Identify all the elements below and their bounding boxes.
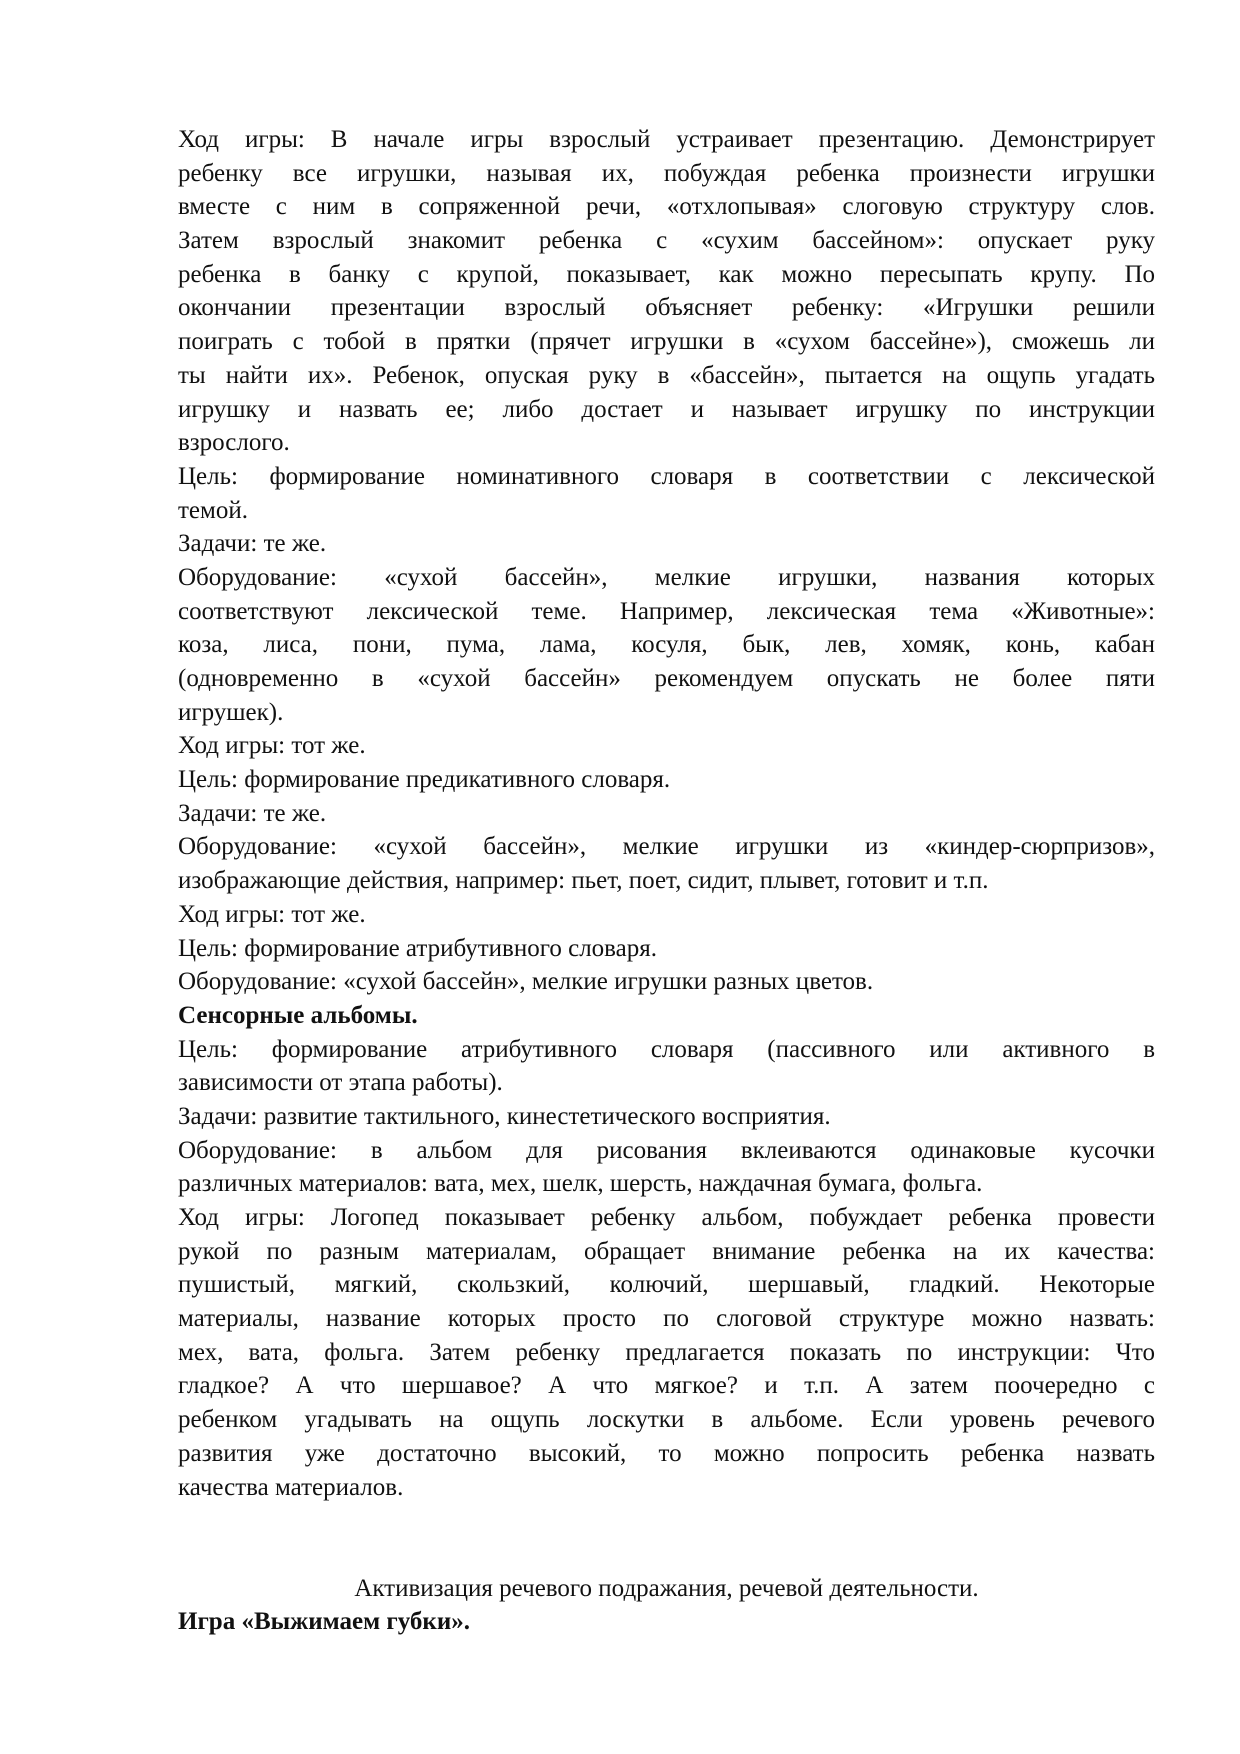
text-line: Сенсорные альбомы. — [178, 1001, 418, 1029]
text-line: коза, лиса, пони, пума, лама, косуля, бык, лев, хомяк, конь, кабан — [178, 631, 1155, 659]
paragraph — [178, 932, 1155, 966]
paragraph — [178, 527, 1155, 561]
blank-line — [178, 1504, 1155, 1538]
text-line: взрослого. — [178, 429, 290, 457]
paragraph — [178, 561, 1155, 729]
text-line: ребенку все игрушки, называя их, побуждая ребенка произнести игрушки — [178, 159, 1155, 187]
text-line: пушистый, мягкий, скользкий, колючий, шершавый, гладкий. Некоторые — [178, 1271, 1155, 1299]
text-line: различных материалов: вата, мех, шелк, шерсть, наждачная бумага, фольга. — [178, 1170, 983, 1198]
text-line: зависимости от этапа работы). — [178, 1069, 503, 1097]
paragraph — [178, 1201, 1155, 1504]
paragraph — [178, 460, 1155, 527]
text-line: Ход игры: В начале игры взрослый устраивает презентацию. Демонстрирует — [178, 126, 1155, 153]
text-line: Ход игры: Логопед показывает ребенку альбом, побуждает ребенка провести — [178, 1204, 1155, 1231]
paragraph — [178, 729, 1155, 763]
text-line: Оборудование: «сухой бассейн», мелкие игрушки разных цветов. — [178, 968, 874, 996]
game-title: Игра «Выжимаем губки». — [178, 1608, 470, 1636]
text-line: (одновременно в «сухой бассейн» рекомендуем опускать не более пяти — [178, 665, 1155, 692]
text-line: Задачи: те же. — [178, 799, 327, 827]
text-line: Цель: формирование атрибутивного словаря (пассивного или активного в — [178, 1035, 1155, 1063]
paragraph — [178, 830, 1155, 897]
text-line: Цель: формирование предикативного словаря. — [178, 766, 671, 794]
text-line: рукой по разным материалам, обращает внимание ребенка на их качества: — [178, 1237, 1155, 1265]
section-title: Активизация речевого подражания, речевой деятельности. — [354, 1574, 979, 1602]
text-line: Оборудование: в альбом для рисования вклеиваются одинаковые кусочки — [178, 1136, 1155, 1164]
text-line: Ход игры: тот же. — [178, 900, 366, 928]
text-line: окончании презентации взрослый объясняет ребенку: «Игрушки решили — [178, 294, 1155, 322]
paragraph — [178, 763, 1155, 797]
text-line: Цель: формирование номинативного словаря в соответствии с лексической — [178, 462, 1155, 490]
text-line: Задачи: те же. — [178, 530, 327, 558]
text-line: соответствуют лексической теме. Например, лексическая тема «Животные»: — [178, 597, 1155, 625]
text-line: поиграть с тобой в прятки (прячет игрушки в «сухом бассейне»), сможешь ли — [178, 328, 1155, 356]
text-line: темой. — [178, 496, 248, 524]
paragraph — [178, 898, 1155, 932]
text-line: Задачи: развитие тактильного, кинестетического восприятия. — [178, 1102, 831, 1130]
text-line: Ход игры: тот же. — [178, 732, 366, 760]
paragraph — [178, 1134, 1155, 1201]
text-line: игрушек). — [178, 698, 284, 726]
text-line: гладкое? А что шершавое? А что мягкое? и т.п. А затем поочередно с — [178, 1372, 1155, 1400]
text-line: качества материалов. — [178, 1473, 404, 1501]
text-line: Затем взрослый знакомит ребенка с «сухим бассейном»: опускает руку — [178, 227, 1155, 255]
text-line: Цель: формирование атрибутивного словаря. — [178, 934, 658, 962]
text-line: ребенком угадывать на ощупь лоскутки в альбоме. Если уровень речевого — [178, 1406, 1155, 1434]
paragraph — [178, 123, 1155, 460]
text-line: мех, вата, фольга. Затем ребенку предлагается показать по инструкции: Что — [178, 1338, 1155, 1366]
text-line: игрушку и назвать ее; либо достает и называет игрушку по инструкции — [178, 395, 1155, 423]
text-line: Оборудование: «сухой бассейн», мелкие игрушки, названия которых — [178, 563, 1155, 591]
text-line: материалы, название которых просто по слоговой структуре можно назвать: — [178, 1305, 1155, 1333]
text-line: вместе с ним в сопряженной речи, «отхлопывая» слоговую структуру слов. — [178, 193, 1155, 221]
paragraph — [178, 1033, 1155, 1100]
paragraph — [178, 1100, 1155, 1134]
text-line: ты найти их». Ребенок, опуская руку в «бассейн», пытается на ощупь угадать — [178, 361, 1155, 389]
document-page — [178, 123, 1155, 1639]
section-heading — [178, 999, 1155, 1033]
blank-line — [178, 1538, 1155, 1572]
text-line: Оборудование: «сухой бассейн», мелкие игрушки из «киндер-сюрпризов», — [178, 833, 1155, 861]
text-line: ребенка в банку с крупой, показывает, как можно пересыпать крупу. По — [178, 260, 1155, 288]
text-line: изображающие действия, например: пьет, поет, сидит, плывет, готовит и т.п. — [178, 867, 989, 895]
text-line: развития уже достаточно высокий, то можно попросить ребенка назвать — [178, 1439, 1155, 1467]
paragraph — [178, 965, 1155, 999]
paragraph — [178, 797, 1155, 831]
